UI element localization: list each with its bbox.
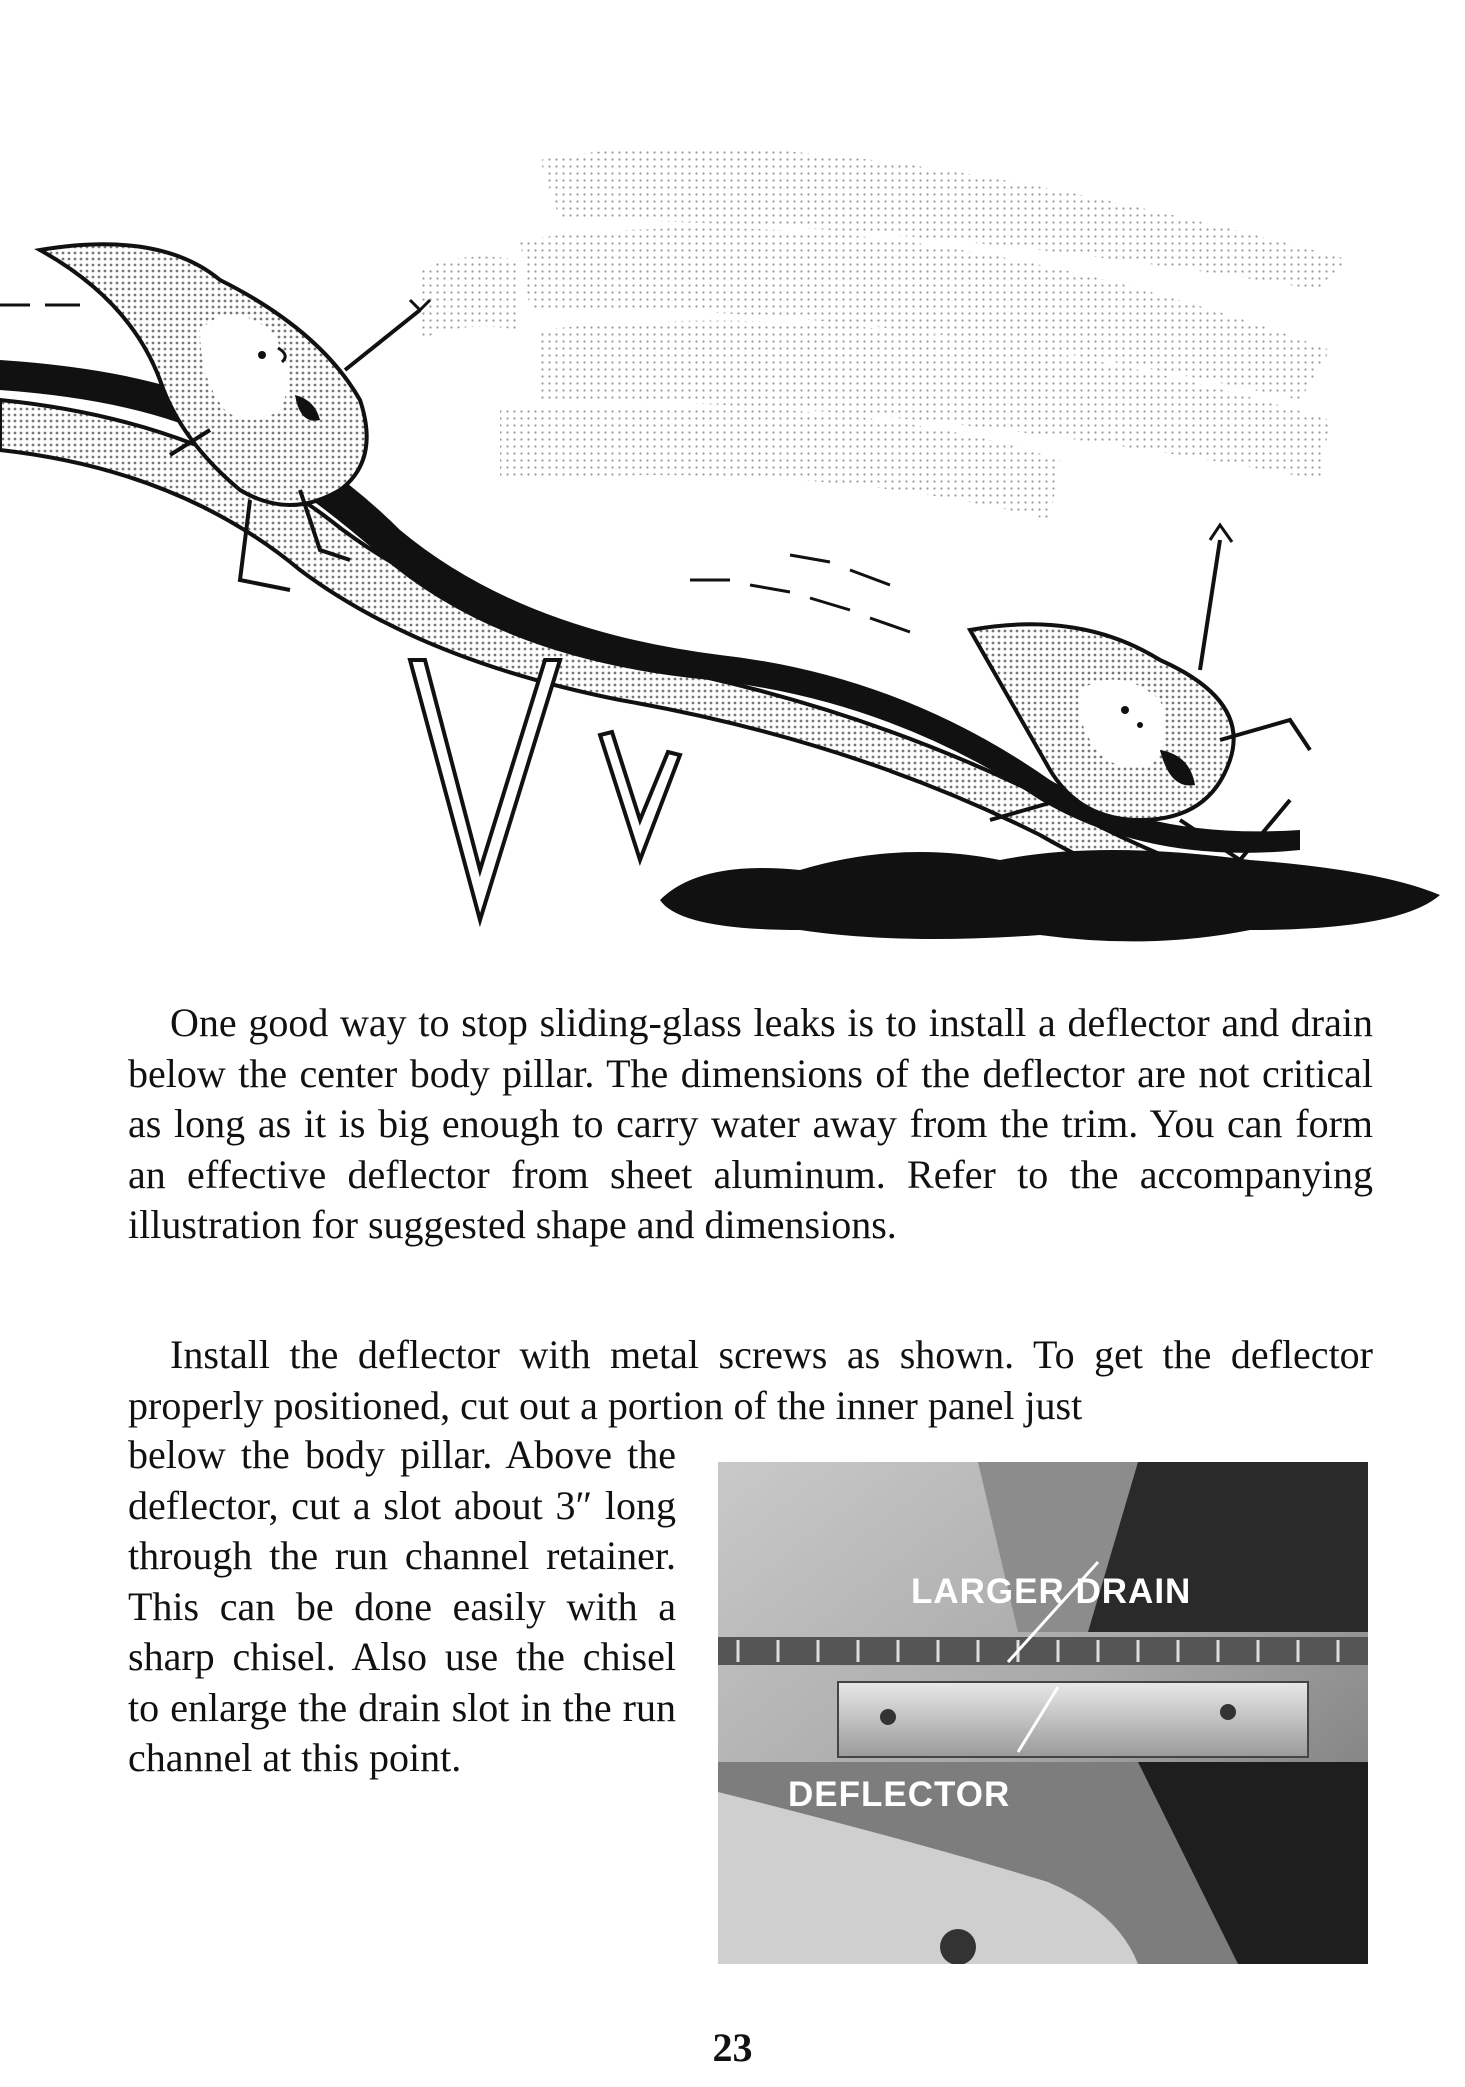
paragraph-deflector-intro: One good way to stop sliding-glass leaks is to install a deflector and drain below the center body pillar. The dimensions of the deflector are not critical as long as it is big enough to carry water away from the trim. You can form an effective deflector from sheet aluminum. Refer to the accompanying illustration for suggested shape and dimensions. (128, 1000, 1373, 1247)
speed-streaks (420, 148, 1350, 521)
cartoon-illustration (0, 100, 1465, 960)
water-puddle (660, 850, 1440, 941)
deflector-photo (718, 1462, 1368, 1964)
paragraph-install-instructions: Install the deflector with metal screws as shown. To get the deflector properly positioned, cut out a portion of the inner panel just (128, 1332, 1373, 1428)
v-shape-right (600, 732, 680, 860)
v-shape-left (410, 660, 560, 920)
label-larger-drain: LARGER DRAIN (911, 1572, 1192, 1611)
paragraph-install-continued: below the body pillar. Above the deflector, cut a slot about 3″ long through the run channel retainer. This can be done easily with a sharp chisel. Also use the chisel to enlarge the drain slot in the run channel at this point. (128, 1432, 676, 1780)
label-deflector: DEFLECTOR (788, 1775, 1011, 1814)
page-number: 23 (712, 2025, 753, 2070)
